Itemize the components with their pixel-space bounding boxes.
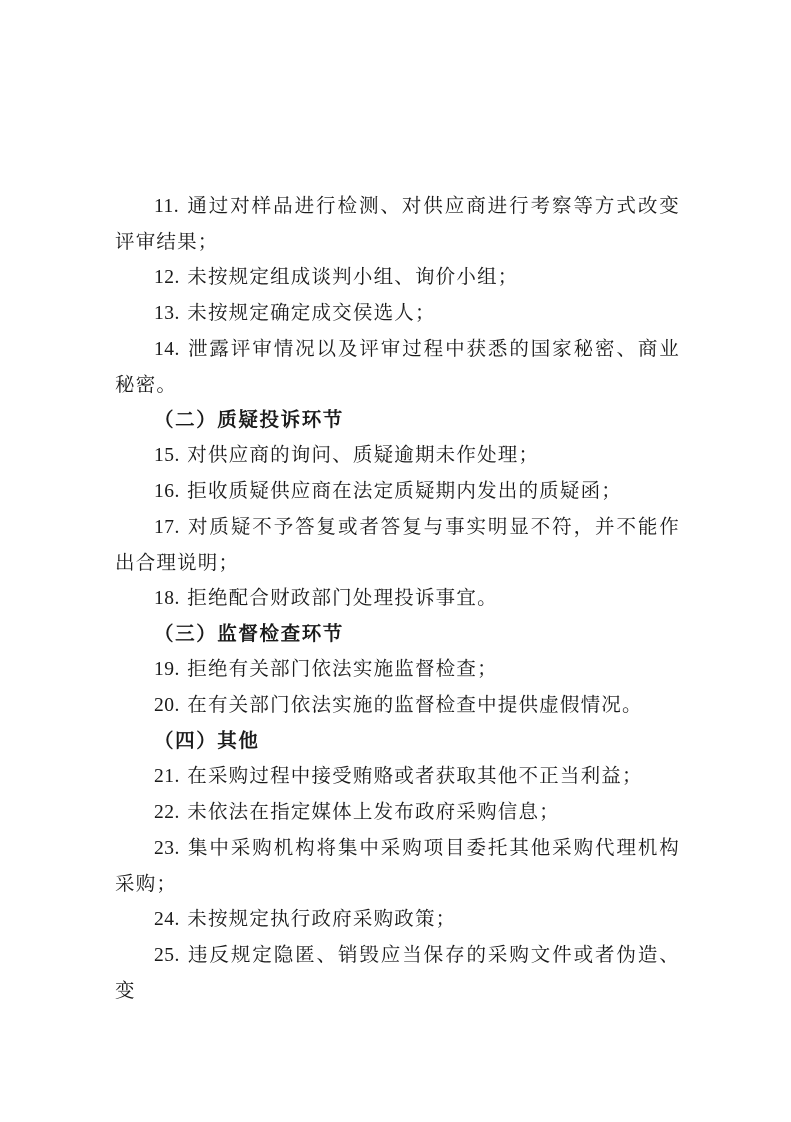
list-item: 16. 拒收质疑供应商在法定质疑期内发出的质疑函； [154,479,622,502]
list-item: 14. 泄露评审情况以及评审过程中获悉的国家秘密、商业秘密。 [115,337,680,396]
list-item: 21. 在采购过程中接受贿赂或者获取其他不正当利益； [154,764,643,787]
list-item: 18. 拒绝配合财政部门处理投诉事宜。 [154,586,498,609]
section-heading: （二）质疑投诉环节 [154,408,344,431]
list-item: 17. 对质疑不予答复或者答复与事实明显不符，并不能作出合理说明； [115,515,680,574]
list-item: 20. 在有关部门依法实施的监督检查中提供虚假情况。 [154,693,643,716]
document-body [115,188,680,1008]
section-heading: （三）监督检查环节 [154,622,344,645]
section-heading: （四）其他 [154,729,260,752]
list-item: 13. 未按规定确定成交侯选人； [154,301,436,324]
list-item: 22. 未依法在指定媒体上发布政府采购信息； [154,800,560,823]
list-item: 19. 拒绝有关部门依法实施监督检查； [154,657,498,680]
list-item: 23. 集中采购机构将集中采购项目委托其他采购代理机构采购； [115,836,680,895]
list-item: 24. 未按规定执行政府采购政策； [154,907,457,930]
list-item: 11. 通过对样品进行检测、对供应商进行考察等方式改变评审结果； [115,194,680,253]
list-item: 12. 未按规定组成谈判小组、询价小组； [154,265,519,288]
list-item: 25. 违反规定隐匿、销毁应当保存的采购文件或者伪造、变 [115,943,680,1002]
list-item: 15. 对供应商的询问、质疑逾期未作处理； [154,443,540,466]
